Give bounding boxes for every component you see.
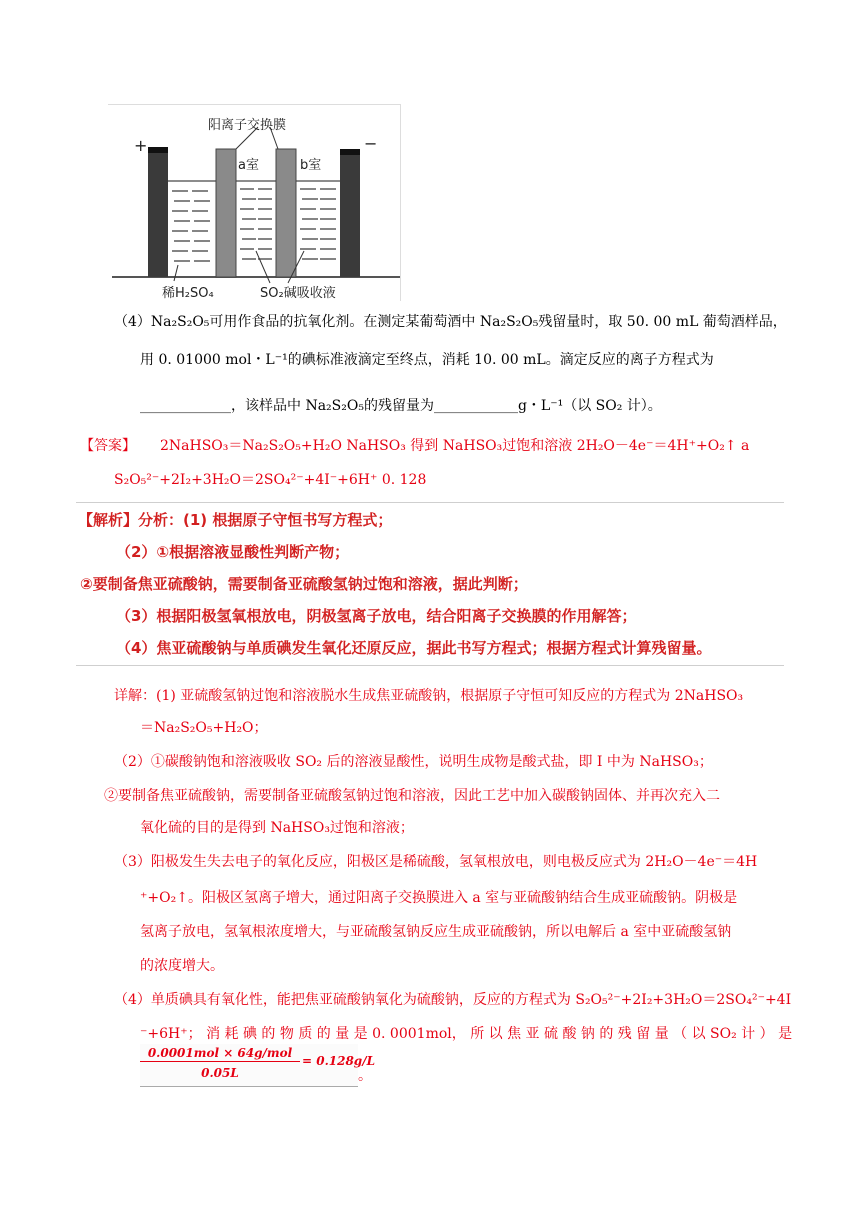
analysis-line: （2）①根据溶液显酸性判断产物； bbox=[116, 543, 350, 561]
detail-line: 的浓度增大。 bbox=[140, 958, 224, 974]
plus-sign: + bbox=[134, 136, 148, 155]
room-a-label: a室 bbox=[238, 158, 259, 173]
detail-line: 氢离子放电，氢氧根浓度增大，与亚硫酸氢钠反应生成亚硫酸钠，所以电解后 a 室中亚硫酸氢钠 bbox=[140, 924, 732, 940]
detail-line: 详解：(1) 亚硫酸氢钠过饱和溶液脱水生成焦亚硫酸钠，根据原子守恒可知反应的方程式为 2NaHSO₃ bbox=[114, 688, 744, 704]
detail-line: ②要制备焦亚硫酸钠，需要制备亚硫酸氢钠过饱和溶液，因此工艺中加入碳酸钠固体、并再次充入二 bbox=[104, 788, 720, 804]
detail-line: （3）阳极发生失去电子的氧化反应，阳极区是稀硫酸，氢氧根放电，则电极反应式为 2H₂O－4e⁻＝4H bbox=[114, 854, 758, 870]
formula-numerator: 0.0001mol × 64g/mol bbox=[140, 1046, 300, 1062]
residual-formula bbox=[140, 1044, 376, 1087]
analysis-line: （4）焦亚硫酸钠与单质碘发生氧化还原反应，据此书写方程式；根据方程式计算残留量。 bbox=[116, 639, 712, 657]
answer-line2: S₂O₅²⁻+2I₂+3H₂O＝2SO₄²⁻+4I⁻+6H⁺ 0. 128 bbox=[114, 472, 427, 488]
answer-line1: 2NaHSO₃＝Na₂S₂O₅+H₂O NaHSO₃ 得到 NaHSO₃过饱和溶液 2H₂O－4e⁻＝4H⁺+O₂↑ a bbox=[160, 438, 750, 454]
electrolysis-diagram bbox=[108, 104, 401, 301]
formula-end: 。 bbox=[358, 1068, 372, 1084]
answer-label: 【答案】 bbox=[80, 438, 136, 454]
analysis-line: （3）根据阳极氢氧根放电，阴极氢离子放电，结合阳离子交换膜的作用解答； bbox=[116, 607, 637, 625]
detail-line: ＝Na₂S₂O₅+H₂O； bbox=[140, 720, 268, 736]
question-4-line1: （4）Na₂S₂O₅可用作食品的抗氧化剂。在测定某葡萄酒中 Na₂S₂O₅残留量时，取 50. 00 mL 葡萄酒样品， bbox=[114, 314, 787, 330]
formula-result: = 0.128g/L bbox=[302, 1054, 376, 1068]
detail-line: ⁺+O₂↑。阳极区氢离子增大，通过阳离子交换膜进入 a 室与亚硫酸钠结合生成亚硫酸钠。阴极是 bbox=[140, 890, 738, 906]
analysis-line: 【解析】分析：(1) 根据原子守恒书写方程式； bbox=[78, 511, 393, 529]
left-solution-label: 稀H₂SO₄ bbox=[162, 286, 214, 301]
right-solution-label: SO₂碱吸收液 bbox=[260, 286, 336, 301]
analysis-line: ②要制备焦亚硫酸钠，需要制备亚硫酸氢钠过饱和溶液，据此判断； bbox=[80, 575, 528, 593]
analysis-box bbox=[76, 502, 784, 666]
question-4-line3: _____________，该样品中 Na₂S₂O₅的残留量为____________g・L⁻¹（以 SO₂ 计）。 bbox=[140, 398, 662, 414]
formula-denominator: 0.05L bbox=[201, 1066, 239, 1080]
detail-line: ⁻+6H⁺； 消 耗 碘 的 物 质 的 量 是 0. 0001mol， 所 以 焦 亚 硫 酸 钠 的 残 留 量 （ 以 SO₂ 计 ） 是 bbox=[140, 1026, 793, 1042]
detail-line: （4）单质碘具有氧化性，能把焦亚硫酸钠氧化为硫酸钠，反应的方程式为 S₂O₅²⁻+2I₂+3H₂O＝2SO₄²⁻+4I bbox=[114, 992, 792, 1008]
minus-sign: − bbox=[364, 134, 378, 153]
membrane-label: 阳离子交换膜 bbox=[208, 118, 287, 133]
question-4-line2: 用 0. 01000 mol・L⁻¹的碘标准液滴定至终点，消耗 10. 00 mL。滴定反应的离子方程式为 bbox=[140, 352, 714, 368]
room-b-label: b室 bbox=[300, 158, 322, 173]
detail-line: 氧化硫的目的是得到 NaHSO₃过饱和溶液； bbox=[140, 820, 414, 836]
detail-line: （2）①碳酸钠饱和溶液吸收 SO₂ 后的溶液显酸性，说明生成物是酸式盐，即 I 中为 NaHSO₃； bbox=[114, 754, 713, 770]
